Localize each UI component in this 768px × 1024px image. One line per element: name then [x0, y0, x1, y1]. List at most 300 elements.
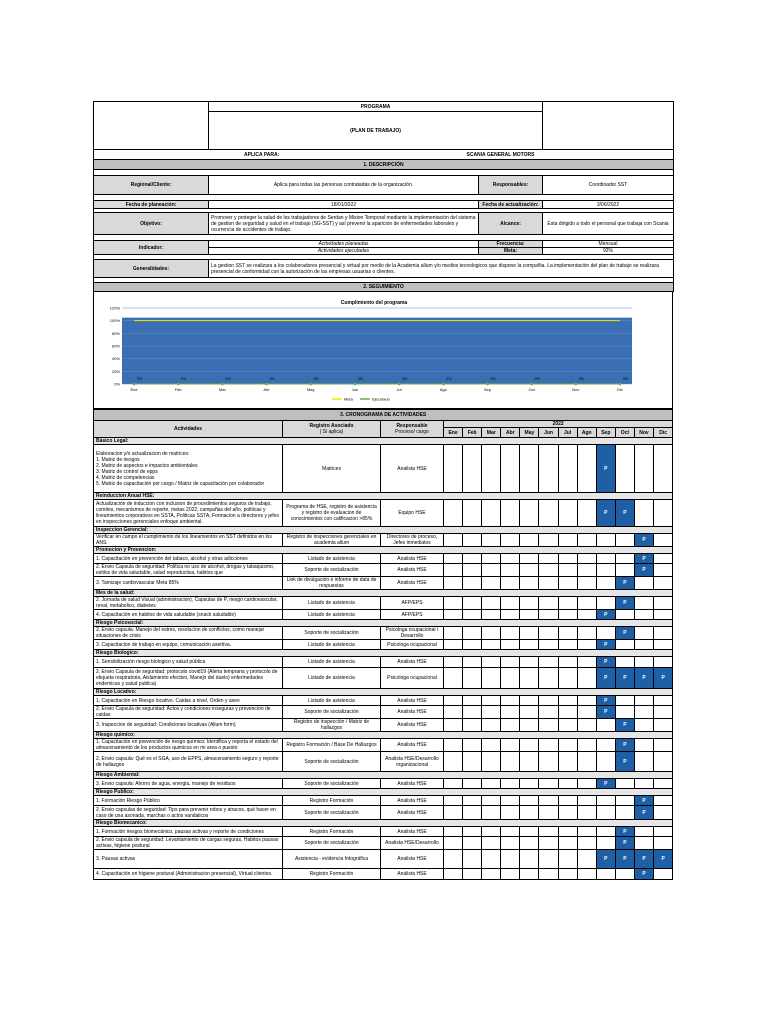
month-cell	[615, 796, 634, 806]
activity-row	[94, 627, 673, 640]
aplica-label: APLICA PARA:	[94, 150, 457, 160]
activity-text: 3. Pausas activas	[94, 850, 283, 869]
month-cell	[577, 696, 596, 706]
activity-text: 3. Inspeccion de seguridad: Condiciones locativas (Allum form)	[94, 719, 283, 732]
month-cell	[520, 640, 539, 650]
registro-text: Matrices	[283, 445, 381, 493]
data-label: 0%	[137, 377, 143, 381]
activity-row	[94, 719, 673, 732]
month-cell	[634, 779, 653, 789]
planned-mark: P	[634, 850, 653, 869]
x-tick-label: Mar	[218, 387, 226, 392]
data-label: 0%	[225, 377, 231, 381]
month-cell	[539, 668, 558, 689]
meta-value: 92%	[543, 248, 674, 255]
month-header: Jun	[539, 428, 558, 438]
chart-area	[93, 292, 673, 409]
month-cell	[520, 445, 539, 493]
month-cell	[463, 706, 482, 719]
ejecutado-point	[398, 383, 401, 386]
month-cell	[558, 640, 577, 650]
ejecutado-point	[486, 383, 489, 386]
x-tick-label: Dic	[617, 387, 623, 392]
activity-row	[94, 554, 673, 564]
section-header: Básico Legal:	[94, 438, 673, 445]
section-header: Riesgo Publico:	[94, 789, 673, 796]
month-cell	[634, 627, 653, 640]
month-cell	[577, 640, 596, 650]
month-cell	[615, 806, 634, 820]
month-cell	[520, 779, 539, 789]
month-cell	[539, 696, 558, 706]
month-cell	[482, 719, 501, 732]
month-cell	[501, 445, 520, 493]
month-cell	[444, 837, 463, 850]
month-cell	[654, 564, 673, 577]
month-cell	[501, 827, 520, 837]
month-cell	[654, 610, 673, 620]
month-cell	[654, 739, 673, 752]
month-cell	[558, 564, 577, 577]
registro-text: Registro Formación / Base De Hallazgos	[283, 739, 381, 752]
month-cell	[654, 627, 673, 640]
section-seguimiento: 2. SEGUIMIENTO	[94, 283, 674, 292]
aplica-value: SCANIA GENERAL MOTORS	[457, 150, 674, 160]
month-cell	[444, 869, 463, 880]
registro-text: Soporte de socialización	[283, 564, 381, 577]
planned-mark: P	[596, 696, 615, 706]
month-cell	[634, 610, 653, 620]
month-cell	[654, 837, 673, 850]
month-cell	[577, 806, 596, 820]
regional-label: Regional/Cliente:	[94, 176, 209, 195]
month-cell	[520, 869, 539, 880]
month-cell	[501, 739, 520, 752]
month-cell	[577, 445, 596, 493]
month-cell	[444, 577, 463, 590]
month-cell	[596, 534, 615, 547]
registro-text: Asistencia - evidencia fotográfica	[283, 850, 381, 869]
month-cell	[463, 752, 482, 772]
month-cell	[615, 445, 634, 493]
planned-mark: P	[634, 796, 653, 806]
month-cell	[539, 445, 558, 493]
month-cell	[558, 739, 577, 752]
activity-row	[94, 500, 673, 527]
month-cell	[482, 779, 501, 789]
activity-row	[94, 696, 673, 706]
month-cell	[444, 827, 463, 837]
month-cell	[634, 837, 653, 850]
month-cell	[558, 719, 577, 732]
month-header: Dic	[654, 428, 673, 438]
activity-text: 2. Envio Capsula de seguridad: Actos y condiciones inseguras y prevencion de caidas	[94, 706, 283, 719]
month-cell	[444, 564, 463, 577]
col-responsable: Responsable Proceso/ cargo	[381, 421, 444, 438]
month-cell	[558, 806, 577, 820]
month-cell	[577, 668, 596, 689]
x-tick-label: Jul	[396, 387, 402, 392]
alcance-label: Alcance:	[479, 213, 543, 235]
data-label: 0%	[181, 377, 187, 381]
responsable-text: Analista HSE	[381, 779, 444, 789]
month-cell	[577, 719, 596, 732]
planned-mark: P	[615, 597, 634, 610]
month-cell	[520, 627, 539, 640]
y-tick-label: 80%	[111, 330, 120, 336]
month-cell	[482, 534, 501, 547]
month-cell	[501, 597, 520, 610]
month-cell	[463, 500, 482, 527]
section-header: Riesgo Biomecanico:	[94, 820, 673, 827]
month-cell	[654, 534, 673, 547]
activity-row	[94, 657, 673, 668]
x-tick-label: Sep	[483, 387, 492, 392]
planned-mark: P	[654, 668, 673, 689]
activity-text: 3. Tamizaje cardiovascular Meta 85%	[94, 577, 283, 590]
month-cell	[520, 827, 539, 837]
month-cell	[463, 827, 482, 837]
planned-mark: P	[615, 837, 634, 850]
objetivos-value: Promover y proteger la salud de los trabajadores de Serdan y Mision Temporal mediante la implementación del sistema de gestion de seguridad y salud en el trabajo (SG-SST) y así prevenir la aparicion de enfermedades laborales y ocurrencia de accidentes de trabajo.	[209, 213, 479, 235]
month-cell	[444, 850, 463, 869]
ejecutado-point	[354, 383, 357, 386]
ejecutado-point	[177, 383, 180, 386]
month-cell	[596, 739, 615, 752]
year-header: 2022	[444, 421, 673, 428]
legend-ejecutado-label: Ejecutado	[372, 396, 390, 402]
registro-text: Listado de asistencia	[283, 668, 381, 689]
responsable-text: Analista HSE	[381, 827, 444, 837]
registro-text: Programa de HSE, registro de asistencia y registro de evaluacion de conocimientos con calificacion >85%	[283, 500, 381, 527]
registro-text: Registro Formación	[283, 796, 381, 806]
planned-mark: P	[596, 640, 615, 650]
month-cell	[444, 554, 463, 564]
data-label: 0%	[402, 377, 408, 381]
month-cell	[444, 640, 463, 650]
month-cell	[501, 869, 520, 880]
indicador-denominator: Actividades ejecutadas	[209, 248, 479, 255]
month-cell	[596, 837, 615, 850]
month-cell	[596, 564, 615, 577]
month-cell	[520, 534, 539, 547]
month-cell	[615, 696, 634, 706]
month-cell	[463, 445, 482, 493]
month-cell	[577, 657, 596, 668]
responsable-text: Directores de proceso, Jefes inmediatos	[381, 534, 444, 547]
month-cell	[501, 752, 520, 772]
planned-mark: P	[615, 577, 634, 590]
month-cell	[539, 500, 558, 527]
responsable-text: Analista HSE/Desarrollo organizacional	[381, 752, 444, 772]
month-cell	[558, 627, 577, 640]
month-cell	[463, 577, 482, 590]
month-cell	[520, 739, 539, 752]
registro-text: Soporte de socialización	[283, 627, 381, 640]
activity-text: 2. Envio capsulas de seguridad: Tips para prevenir robos y atracos, qué hacer en caso de una asonada, marchas o actos vandalicos	[94, 806, 283, 820]
month-cell	[482, 806, 501, 820]
registro-text: Registro de inspecciones gerenciales en academia allum	[283, 534, 381, 547]
objetivos-label: Objetivo:	[94, 213, 209, 235]
activity-text: 4. Capacitación en higiene postural (Administracion presencial), Virtual clientes.	[94, 869, 283, 880]
y-tick-label: 20%	[111, 368, 120, 374]
section-header: Riesgo Locativo:	[94, 689, 673, 696]
month-cell	[501, 796, 520, 806]
chart-area-fill	[122, 318, 632, 384]
month-cell	[463, 564, 482, 577]
month-cell	[444, 534, 463, 547]
month-cell	[463, 627, 482, 640]
month-cell	[463, 719, 482, 732]
responsable-text: AFP/EPS	[381, 610, 444, 620]
ejecutado-point	[265, 383, 268, 386]
planned-mark: P	[615, 719, 634, 732]
x-tick-label: Jun	[351, 387, 359, 392]
month-cell	[501, 627, 520, 640]
legend-meta-label: Meta	[344, 396, 353, 402]
doc-type: PROGRAMA	[209, 102, 543, 112]
month-cell	[654, 696, 673, 706]
cronograma-table	[93, 409, 673, 880]
x-tick-label: Ago	[439, 387, 447, 392]
month-cell	[634, 597, 653, 610]
month-header: Nov	[634, 428, 653, 438]
activity-row	[94, 739, 673, 752]
registro-text: Listado de asistencia	[283, 597, 381, 610]
month-cell	[463, 597, 482, 610]
registro-text: Listado de asistencia	[283, 640, 381, 650]
month-cell	[463, 796, 482, 806]
month-cell	[539, 534, 558, 547]
month-cell	[654, 500, 673, 527]
month-cell	[520, 850, 539, 869]
month-cell	[520, 577, 539, 590]
month-cell	[539, 554, 558, 564]
month-cell	[654, 719, 673, 732]
month-cell	[482, 752, 501, 772]
activity-text: 2. Jornada de salud Visual (administracion), Capsulas de P, riesgo cardiovascular, renal, metabolico, diabetes	[94, 597, 283, 610]
month-cell	[482, 706, 501, 719]
month-cell	[501, 554, 520, 564]
planned-mark: P	[596, 500, 615, 527]
responsable-text: Analista HSE	[381, 657, 444, 668]
registro-text: Registro de inspección / Matriz de hallazgos	[283, 719, 381, 732]
month-cell	[654, 597, 673, 610]
month-cell	[482, 668, 501, 689]
month-cell	[577, 869, 596, 880]
month-cell	[539, 640, 558, 650]
month-cell	[444, 696, 463, 706]
month-header: Jul	[558, 428, 577, 438]
month-cell	[501, 837, 520, 850]
month-cell	[463, 696, 482, 706]
month-cell	[520, 719, 539, 732]
month-cell	[634, 577, 653, 590]
month-cell	[501, 577, 520, 590]
frecuencia-value: Mensual	[543, 241, 674, 248]
y-tick-label: 60%	[111, 343, 120, 349]
month-cell	[463, 779, 482, 789]
registro-text: Registro Formación	[283, 827, 381, 837]
month-cell	[482, 827, 501, 837]
month-header: Feb	[463, 428, 482, 438]
planned-mark: P	[596, 668, 615, 689]
x-tick-label: Nov	[572, 387, 580, 392]
alcance-value: Esta dirigido a todo el personal que trabaja con Scania	[543, 213, 674, 235]
month-cell	[539, 752, 558, 772]
col-actividades: Actividades	[94, 421, 283, 438]
activity-row	[94, 577, 673, 590]
activity-row	[94, 837, 673, 850]
responsables-value: Coordinador SST	[543, 176, 674, 195]
month-cell	[577, 627, 596, 640]
responsable-text: Analista HSE	[381, 869, 444, 880]
planned-mark: P	[596, 850, 615, 869]
planned-mark: P	[634, 564, 653, 577]
month-cell	[501, 534, 520, 547]
planned-mark: P	[596, 445, 615, 493]
month-cell	[444, 739, 463, 752]
version-cell	[543, 102, 674, 150]
registro-text: Listado de asistencia	[283, 696, 381, 706]
month-cell	[463, 554, 482, 564]
y-tick-label: 0%	[114, 381, 120, 387]
month-cell	[520, 806, 539, 820]
section-cronograma: 3. CRONOGRAMA DE ACTIVIDADES	[94, 410, 673, 421]
month-cell	[654, 779, 673, 789]
planned-mark: P	[615, 739, 634, 752]
activity-text: 2. Envio capsula de seguridad: Levantamiento de cargas seguras, Habitos pausas activas, higiene postural	[94, 837, 283, 850]
responsable-text: Analista HSE	[381, 850, 444, 869]
month-header: Abr	[501, 428, 520, 438]
activity-text: 2. Envio Capsula de seguridad: protocolo covid19 (Alerta temprana y protocolo de etiqueta respiratoria, Aislamiento efectivo, Manejo del duelo) enfermedades endemicas y salud publica)	[94, 668, 283, 689]
month-cell	[539, 869, 558, 880]
responsable-text: Analista HSE	[381, 445, 444, 493]
month-cell	[482, 869, 501, 880]
planned-mark: P	[596, 610, 615, 620]
month-cell	[463, 837, 482, 850]
indicador-label: Indicador:	[94, 241, 209, 255]
month-cell	[558, 837, 577, 850]
month-cell	[444, 597, 463, 610]
data-label: 0%	[490, 377, 496, 381]
month-cell	[634, 445, 653, 493]
month-cell	[558, 706, 577, 719]
fecha-planeacion-label: Fecha de planeación:	[94, 201, 209, 209]
month-cell	[558, 752, 577, 772]
month-cell	[577, 796, 596, 806]
month-cell	[596, 752, 615, 772]
month-cell	[615, 534, 634, 547]
month-cell	[482, 739, 501, 752]
month-cell	[539, 806, 558, 820]
month-cell	[520, 500, 539, 527]
section-header: Riesgo Psicosocial:	[94, 620, 673, 627]
month-cell	[539, 850, 558, 869]
registro-text: Soporte de socialización	[283, 706, 381, 719]
planned-mark: P	[615, 827, 634, 837]
month-header: Mar	[482, 428, 501, 438]
responsable-text: Analista HSE	[381, 706, 444, 719]
month-cell	[634, 640, 653, 650]
planned-mark: P	[634, 668, 653, 689]
month-cell	[463, 739, 482, 752]
month-cell	[654, 554, 673, 564]
month-cell	[558, 696, 577, 706]
ejecutado-point	[574, 383, 577, 386]
activity-text: Actualización de induccion con inclusion de procedimientos seguros de trabajo, comites, mecanismos de reporte, metas 2022, campañas del año, politicas y lineamientos corporativos en SSTA, Politicas SSTA, Formacion a directores y jefes en inspecciones gerenciales enfoque ambiental.	[94, 500, 283, 527]
responsable-text: Analista HSE	[381, 577, 444, 590]
month-cell	[654, 806, 673, 820]
month-cell	[444, 806, 463, 820]
month-cell	[520, 752, 539, 772]
month-cell	[501, 806, 520, 820]
logo-cell	[94, 102, 209, 150]
month-cell	[539, 610, 558, 620]
month-cell	[539, 564, 558, 577]
chart-title: Cumplimiento del programa	[340, 300, 408, 306]
fecha-actualizacion-label: Fecha de actualización:	[479, 201, 543, 209]
month-cell	[482, 610, 501, 620]
responsables-label: Responsables:	[479, 176, 543, 195]
responsable-text: Psicologa ocupacional	[381, 640, 444, 650]
activity-row	[94, 806, 673, 820]
month-cell	[482, 445, 501, 493]
ejecutado-point	[309, 383, 312, 386]
y-tick-label: 120%	[109, 305, 120, 311]
month-cell	[577, 739, 596, 752]
data-label: 0%	[534, 377, 540, 381]
data-label: 0%	[357, 377, 363, 381]
month-cell	[501, 850, 520, 869]
month-cell	[539, 827, 558, 837]
month-cell	[539, 779, 558, 789]
x-tick-label: Feb	[174, 387, 182, 392]
month-cell	[558, 554, 577, 564]
month-cell	[577, 554, 596, 564]
month-cell	[558, 577, 577, 590]
month-cell	[520, 706, 539, 719]
month-cell	[444, 752, 463, 772]
month-cell	[463, 806, 482, 820]
month-cell	[482, 577, 501, 590]
month-cell	[444, 500, 463, 527]
month-cell	[577, 706, 596, 719]
month-cell	[520, 837, 539, 850]
registro-text: Soporte de socialización	[283, 806, 381, 820]
planned-mark: P	[615, 752, 634, 772]
month-cell	[482, 640, 501, 650]
month-cell	[482, 554, 501, 564]
registro-text: Link de divulgación e informe de data de respuestas	[283, 577, 381, 590]
month-cell	[482, 696, 501, 706]
activity-row	[94, 534, 673, 547]
month-cell	[444, 627, 463, 640]
month-cell	[654, 657, 673, 668]
activity-row	[94, 779, 673, 789]
activity-text: 1. Formación riesgos biomecánico, pausas activas y reporte de condiciones	[94, 827, 283, 837]
registro-text: Listado de asistencia	[283, 610, 381, 620]
month-cell	[520, 610, 539, 620]
ejecutado-point	[442, 383, 445, 386]
x-tick-label: Abr	[263, 387, 270, 392]
month-cell	[654, 796, 673, 806]
month-cell	[558, 850, 577, 869]
activity-text: Elaboracion y/o actualizacion de matrices: 1. Matriz de riesgos 2. Matriz de aspectos e impactos ambientales 3. Matriz de control de epps 4. Matriz de competencias 5. Matriz de capacitación por cargo / Matriz de capacitación por colaborador	[94, 445, 283, 493]
month-cell	[539, 739, 558, 752]
planned-mark: P	[596, 779, 615, 789]
month-cell	[501, 564, 520, 577]
